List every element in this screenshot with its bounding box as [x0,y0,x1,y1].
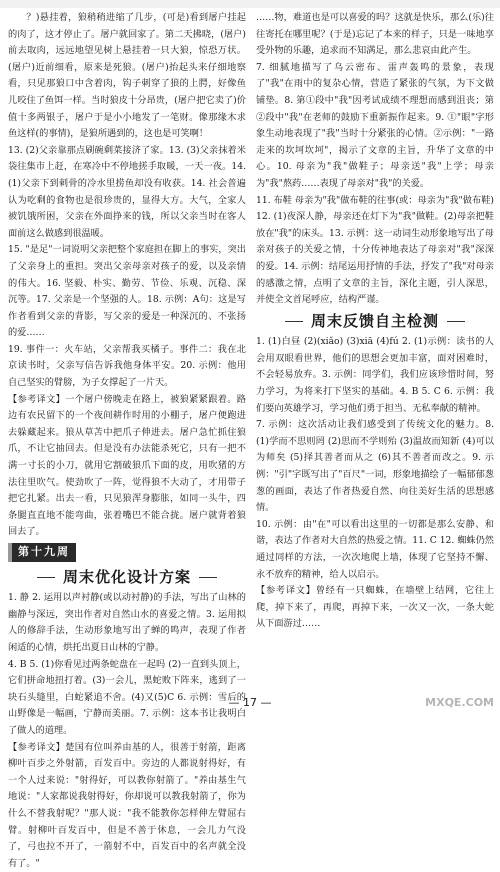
top-page-strip [0,0,500,8]
answer-paragraph: 13. (2)父亲靠那点刷碗剩菜接济了家。13. (3)父亲抹着米袋往集市上赶，在寒冷中不停地搓手取暖，一天一夜。14. (1)父亲下到刺骨的冷水里捞鱼却没有收获。14. 社会普遍认为吃剩的食物也是很珍贵的，显得大方。大气，全家人被饥饿所困，父亲在外面挣来的钱，所以父亲当时在客人面前这么做感到很温暖。 [8,144,246,239]
answer-paragraph: 1. (1)白昼 (2)(xiǎo) (3)xiā (4)fú 2. (1)示例：读书的人会用双眼看世界，他们的思想会更加丰富，面对困难时，不会轻易放弃。3. 示例：同学们，我们应该珍惜时间，努力学习，为将来打下坚实的基础。4. B 5. C 6. 示例：我们要向英雄学习，学习他们勇于担当、无私奉献的精神。 [256,336,494,414]
left-column [8,10,246,872]
reference-translation-paragraph: 【参考译文】曾经有一只蜘蛛，在墙壁上结网，它往上爬，掉下来了，再爬，再掉下来，一次又一次，一条大蛇从下面游过…… [256,585,494,630]
section-title-feedback-test [256,313,494,330]
section-title-text: 周末反馈自主检测 [310,311,439,330]
page-number: — 17 — [228,696,272,709]
answer-paragraph: ？)悬挂着，狼稍稍进缩了几步，(可是)看到屠户挂起的肉了，这才停止了。屠户就回家了。第二天拂晓，(屠户)前去取肉，远远地望见树上悬挂着一只大狼，惊恐万状。(屠户)近前细看，原来是死狼。(屠户)抬起头来仔细地察看，只见那狼口中含着肉，钩子刺穿了狼的上腭，好像鱼儿咬住了鱼饵一样。当时狼皮十分昂贵，(屠户把它卖了)价值十多两银子，屠户于是小小地发了一笔财。像那缘木求鱼这样(的事情)，是狼所遇到的，这也是可笑啊！ [8,12,246,140]
title-rule-right [199,577,217,578]
week-badge: 第十九周 [8,543,76,562]
reference-translation-paragraph: 【参考译文】楚国有位叫养由基的人，很善于射箭，距离柳叶百步之外射箭，百发百中。旁边的人都说射得好，有一个人过来说："射得好，可以教你射箭了。"养由基生气地说："人家都说我射得好，你却说可以教我射箭了，你为什么不替我射呢？"那人说："我不能教你怎样伸左臂屈右臂。射柳叶百发百中，但是不善于休息，一会儿力气没了，弓也拉不开了，一箭射不中，百发百中的名声就全没有了。" [8,741,246,869]
title-rule-left [37,577,55,578]
section-title-text: 周末优化设计方案 [62,567,191,586]
answer-paragraph: 10. 示例：由"在"可以看出这里的一切都是那么安静、和谐，表达了作者对大自然的热爱之情。11. C 12. 蜘蛛仍然通过同样的方法，一次次地爬上墙，体现了它坚持不懈、永不放弃的精神，给人以启示。 [256,518,494,580]
right-column [256,10,494,633]
title-rule-right [447,321,465,322]
answer-paragraph: 11. 布鞋 母亲为"我"做布鞋的往事(或：母亲为"我"做布鞋) 12. (1)夜深人静，母亲还在灯下为"我"做鞋。(2)母亲把鞋放在"我"的床头。13. 示例：这一动词生动形象地写出了母亲对孩子的关爱之情，十分传神地表达了母亲对"我"深深的爱。14. 示例：结尾运用抒情的手法，抒发了"我"对母亲的感激之情，点明了文章的主旨，深化主题，引人深思，并使全文首尾呼应，结构严谨。 [256,194,494,306]
answer-paragraph: 15. "是足"一词说明父亲把整个家庭担在脚上的事实，突出了父亲身上的重担。突出父亲母亲对孩子的爱，以及亲情的伟大。16. 坚毅、朴实、勤劳、节俭、乐观、沉稳、深沉等。17. 父亲是一个坚强的人。18. 示例：A句：这是写作者看到父亲的背影，写父亲的爱是一种深沉的、不张扬的爱…… [8,244,246,339]
answer-paragraph: ……物，难道也是可以喜爱的吗？这就是快乐，那么(乐)往往寄托在哪里呢？(于是)忘记了本来的样子，只是一味地享受外物的乐趣，追求而不知满足，那么悲哀由此产生。 [256,12,494,57]
reference-translation-paragraph: 【参考译文】一个屠户傍晚走在路上，被狼紧紧跟着。路边有农民留下的一个夜间耕作时用的小棚子，屠户便跑进去躲藏起来。狼从草苫中把爪子伸进去。屠户急忙抓住狼爪，不让它抽回去。但是没有办法能杀死它，只有一把不满一寸长的小刀，就用它割破狼爪下面的皮，用吹猪的方法往里吹气。使劲吹了一阵，觉得狼不大动了，才用带子把它扎紧。出去一看，只见狼浑身膨胀，如同一头牛，四条腿直直地不能弯曲，张着嘴巴不能合拢。屠户就背着狼回去了。 [8,393,246,538]
answer-paragraph: 7. 示例：这次活动让我们感受到了传统文化的魅力。8. (1)学而不思则罔 (2)思而不学则殆 (3)温故而知新 (4)可以为师矣 (5)择其善者而从之 (6)其不善者而改之。9. 示例："引"字既写出了"百尺"一词，形象地描绘了一幅郁郁葱葱的画面，表达了作者热爱自然、向往美好生活的思想感情。 [256,419,494,514]
answer-paragraph: 19. 事件一：火车站，父亲帮我买橘子。事件二：我在北京读书时，父亲写信告诉我他身体平安。20. 示例：他用自己坚实的臂膀，为子女撑起了一片天。 [8,343,246,389]
answer-paragraph: 7. 细腻地描写了乌云密布、雷声轰鸣的景象，表现了"我"在雨中的复杂心情，营造了紧张的气氛，为下文做铺垫。8. 第①段中"我"因考试成绩不理想而感到沮丧；第②段中"我"在老师的鼓励下重新振作起来。9. ①"眼"字形象生动地表现了"我"当时十分紧张的心情。②示例："一路走来的坎坷坎坷"，揭示了文章的主旨，升华了文章的中心。10. 母亲为"我"做鞋子；母亲送"我"上学；母亲为"我"熬药……表现了母亲对"我"的关爱。 [256,61,494,189]
answer-paragraph: 1. 静 2. 运用以声衬静(或以动衬静)的手法，写出了山林的幽静与深远，突出作者对自然山水的喜爱之情。3. 运用拟人的修辞手法，生动形象地写出了蝉的鸣声，表现了作者闲适的心情，烘托出夏日山林的宁静。 [8,592,246,653]
watermark-logo: MXQE.COM [425,696,494,709]
title-rule-left [285,321,303,322]
answer-paragraph: 4. B 5. (1)你看见过两条蛇盘在一起吗 (2)一直到头顶上，它们拼命地扭打着。(3)一会儿，黑蛇败下阵来，逃到了一块石头缝里，白蛇紧追不舍。(4)又(5)C 6. 示例：雪后的山野像是一幅画，宁静而美丽。7. 示例：这本书让我明白了做人的道理。 [8,658,246,736]
section-title-optimized-design [8,569,246,586]
